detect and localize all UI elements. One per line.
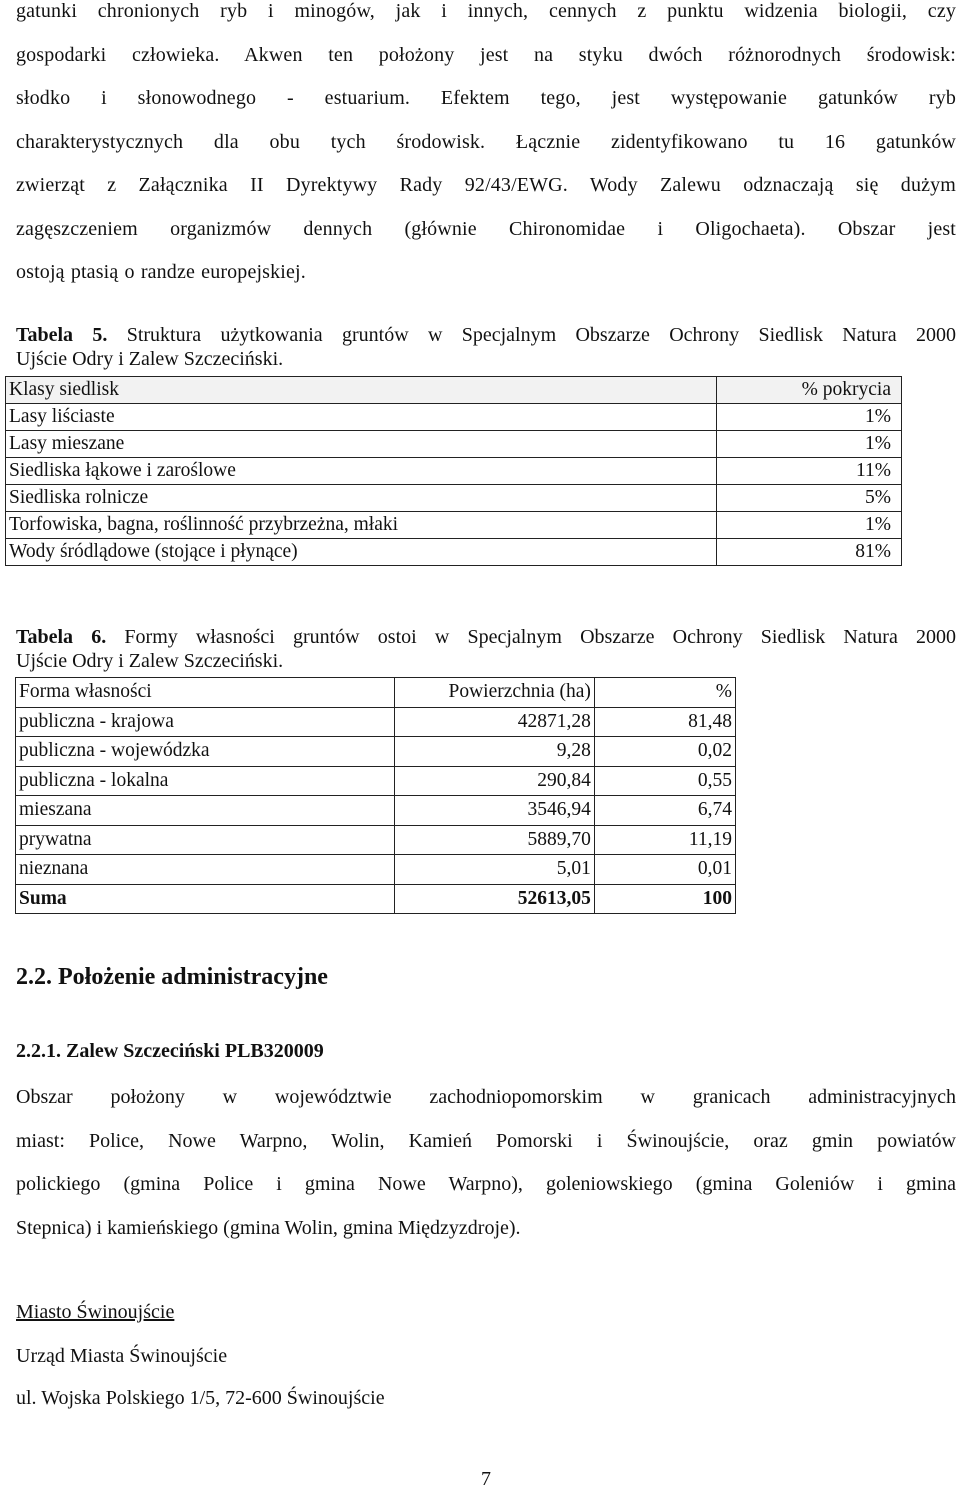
table6-cell-percent: 0,55	[594, 766, 735, 796]
table6-header-percent: %	[594, 678, 735, 708]
table6-cell-form: nieznana	[16, 855, 395, 885]
paragraph-line: Stepnica) i kamieńskiego (gmina Wolin, gmina Międzyzdroje).	[16, 1216, 521, 1239]
paragraph-line: miast: Police, Nowe Warpno, Wolin, Kamień Pomorski i Świnoujście, oraz gmin powiatów	[16, 1129, 956, 1152]
location-paragraph	[16, 1076, 956, 1250]
table5-header-class: Klasy siedlisk	[6, 377, 717, 404]
table-row	[6, 485, 902, 512]
paragraph-line: polickiego (gmina Police i gmina Nowe Warpno), goleniowskiego (gmina Goleniów i gmina	[16, 1173, 956, 1195]
intro-paragraph	[16, 0, 956, 295]
table6-sum-row	[16, 884, 736, 914]
table6-caption-text-2: Ujście Odry i Zalew Szczeciński.	[16, 650, 284, 672]
table6-cell-form: mieszana	[16, 796, 395, 826]
table6-cell-area: 42871,28	[395, 707, 595, 737]
table5-label: Tabela 5.	[16, 324, 108, 346]
paragraph-line: Obszar położony w województwie zachodniopomorskim w granicach administracyjnych	[16, 1086, 956, 1108]
table5-cell-percent: 1%	[716, 512, 901, 539]
table6-cell-percent: 0,02	[594, 737, 735, 767]
table5-cell-percent: 11%	[716, 458, 901, 485]
table6-cell-percent: 6,74	[594, 796, 735, 826]
table6-ownership	[15, 677, 736, 914]
table5-cell-percent: 1%	[716, 431, 901, 458]
intro-line: ostoją ptasią o randze europejskiej.	[16, 261, 306, 283]
table5-cell-class: Lasy mieszane	[6, 431, 717, 458]
table6-header-form: Forma własności	[16, 678, 395, 708]
table-row	[16, 796, 736, 826]
table5-cell-class: Siedliska łąkowe i zaroślowe	[6, 458, 717, 485]
table5-caption	[16, 323, 956, 371]
table-header-row	[6, 377, 902, 404]
table6-cell-percent: 11,19	[594, 825, 735, 855]
table6-cell-form: publiczna - wojewódzka	[16, 737, 395, 767]
table-row	[16, 825, 736, 855]
intro-line: charakterystycznych dla obu tych środowisk. Łącznie zidentyfikowano tu 16 gatunków	[16, 130, 956, 153]
table-row	[6, 431, 902, 458]
table6-sum-label: Suma	[16, 884, 395, 914]
subsection-heading: 2.2.1. Zalew Szczeciński PLB320009	[16, 1040, 324, 1062]
table-row	[16, 766, 736, 796]
table-row	[16, 707, 736, 737]
table5-cell-class: Torfowiska, bagna, roślinność przybrzeżna, młaki	[6, 512, 717, 539]
table6-caption-text: Formy własności gruntów ostoi w Specjalnym Obszarze Ochrony Siedlisk Natura 2000	[124, 626, 956, 648]
table6-cell-form: prywatna	[16, 825, 395, 855]
table5-cell-class: Siedliska rolnicze	[6, 485, 717, 512]
table5-cell-percent: 81%	[716, 539, 901, 566]
table5-cell-class: Lasy liściaste	[6, 404, 717, 431]
table-row	[6, 512, 902, 539]
table6-cell-percent: 81,48	[594, 707, 735, 737]
intro-line: słodko i słonowodnego - estuarium. Efektem tego, jest występowanie gatunków ryb	[16, 87, 956, 109]
table6-header-area: Powierzchnia (ha)	[395, 678, 595, 708]
table5-caption-text-2: Ujście Odry i Zalew Szczeciński.	[16, 348, 284, 370]
intro-line: zagęszczeniem organizmów dennych (głównie Chironomidae i Oligochaeta). Obszar jest	[16, 217, 956, 240]
address-street: ul. Wojska Polskiego 1/5, 72-600 Świnoujście	[16, 1387, 385, 1409]
address-office: Urząd Miasta Świnoujście	[16, 1345, 228, 1367]
page-number: 7	[481, 1468, 491, 1490]
table6-sum-area: 52613,05	[395, 884, 595, 914]
section-heading: 2.2. Położenie administracyjne	[16, 964, 328, 990]
table5-cell-percent: 5%	[716, 485, 901, 512]
address-heading: Miasto Świnoujście	[16, 1301, 175, 1323]
table6-sum-percent: 100	[594, 884, 735, 914]
table-row	[6, 539, 902, 566]
table-row	[16, 855, 736, 885]
table6-caption	[16, 625, 956, 673]
table-row	[6, 458, 902, 485]
table5-cell-percent: 1%	[716, 404, 901, 431]
intro-line: gospodarki człowieka. Akwen ten położony jest na styku dwóch różnorodnych środowisk:	[16, 43, 956, 66]
table6-cell-area: 5,01	[395, 855, 595, 885]
table-header-row	[16, 678, 736, 708]
table-row	[6, 404, 902, 431]
table6-cell-form: publiczna - krajowa	[16, 707, 395, 737]
table6-label: Tabela 6.	[16, 626, 107, 648]
table5-land-use	[5, 376, 902, 566]
table5-cell-class: Wody śródlądowe (stojące i płynące)	[6, 539, 717, 566]
table6-cell-area: 290,84	[395, 766, 595, 796]
table6-cell-area: 5889,70	[395, 825, 595, 855]
table5-caption-text: Struktura użytkowania gruntów w Specjalnym Obszarze Ochrony Siedlisk Natura 2000	[126, 324, 957, 346]
table6-cell-percent: 0,01	[594, 855, 735, 885]
table5-header-percent: % pokrycia	[716, 377, 901, 404]
table6-cell-area: 3546,94	[395, 796, 595, 826]
table-row	[16, 737, 736, 767]
intro-line: zwierząt z Załącznika II Dyrektywy Rady 92/43/EWG. Wody Zalewu odznaczają się dużym	[16, 174, 956, 196]
intro-line: gatunki chronionych ryb i minogów, jak i innych, cennych z punktu widzenia biologii, czy	[16, 0, 956, 22]
table6-cell-form: publiczna - lokalna	[16, 766, 395, 796]
table6-cell-area: 9,28	[395, 737, 595, 767]
